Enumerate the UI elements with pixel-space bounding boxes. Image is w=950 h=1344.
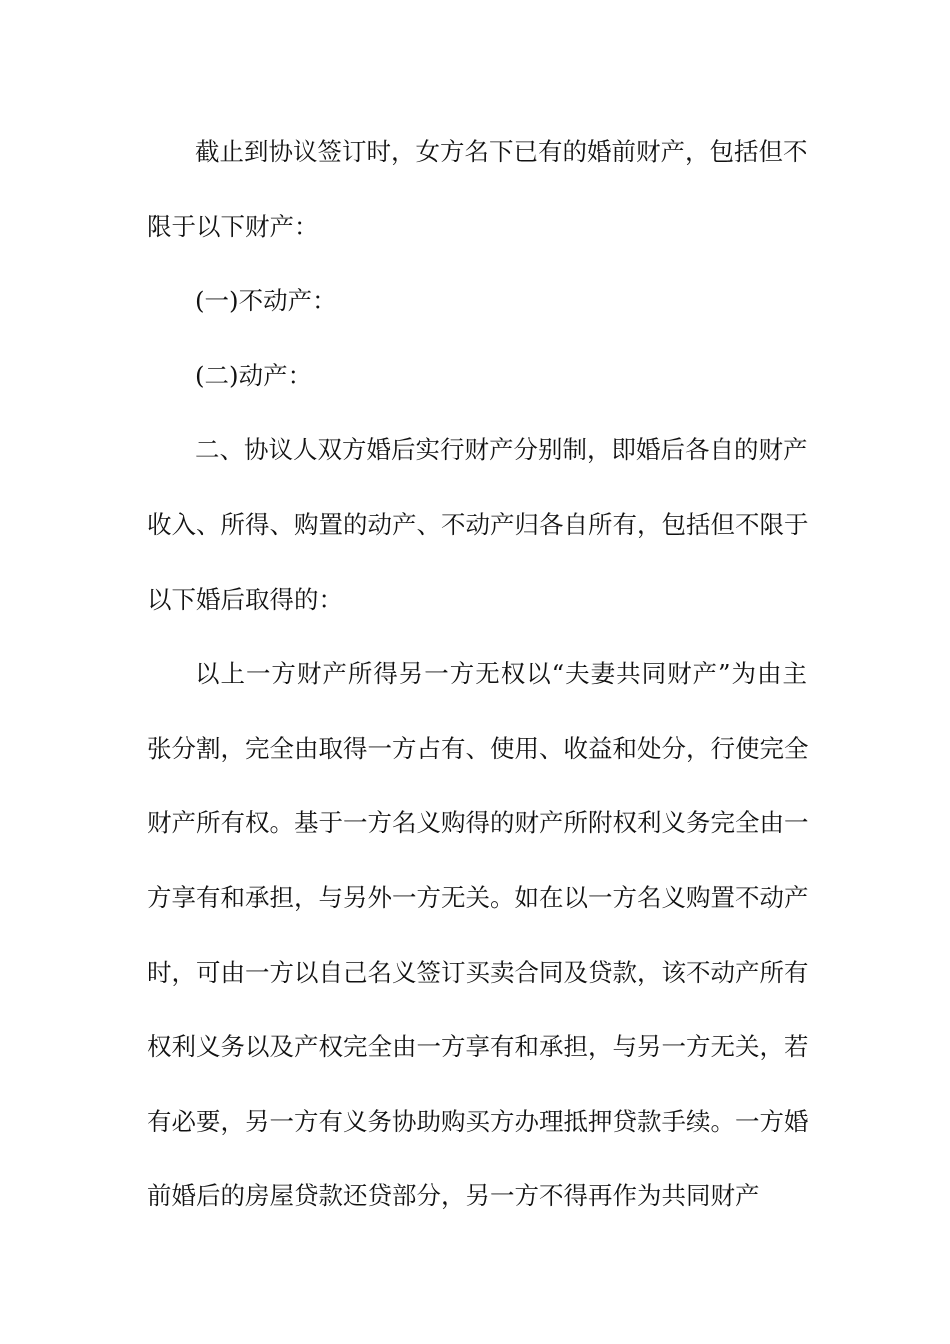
paragraph-line: 时，可由一方以自己名义签订买卖合同及贷款，该不动产所有 xyxy=(147,957,809,987)
paragraph-line: 张分割，完全由取得一方占有、使用、收益和处分，行使完全 xyxy=(147,733,809,763)
paragraph-line: 收入、所得、购置的动产、不动产归各自所有，包括但不限于 xyxy=(147,509,809,539)
paragraph-line: 前婚后的房屋贷款还贷部分，另一方不得再作为共同财产 xyxy=(147,1181,760,1211)
paragraph-line: 以下婚后取得的： xyxy=(147,584,343,614)
paragraph-line: 有必要，另一方有义务协助购买方办理抵押贷款手续。一方婚 xyxy=(147,1106,809,1136)
paragraph-line: (二)动产： xyxy=(195,360,313,390)
paragraph-line: (一)不动产： xyxy=(195,286,337,316)
paragraph-line: 权利义务以及产权完全由一方享有和承担，与另一方无关，若 xyxy=(147,1032,809,1062)
paragraph-line: 二、协议人双方婚后实行财产分别制，即婚后各自的财产 xyxy=(195,435,808,465)
paragraph-line: 限于以下财产： xyxy=(147,211,319,241)
paragraph-line: 截止到协议签订时，女方名下已有的婚前财产，包括但不 xyxy=(195,137,808,166)
paragraph-line: 以上一方财产所得另一方无权以“夫妻共同财产”为由主 xyxy=(195,659,807,689)
document-body xyxy=(147,128,807,1247)
paragraph-line: 方享有和承担，与另外一方无关。如在以一方名义购置不动产 xyxy=(147,882,809,912)
paragraph-line: 财产所有权。基于一方名义购得的财产所附权利义务完全由一 xyxy=(147,808,809,838)
